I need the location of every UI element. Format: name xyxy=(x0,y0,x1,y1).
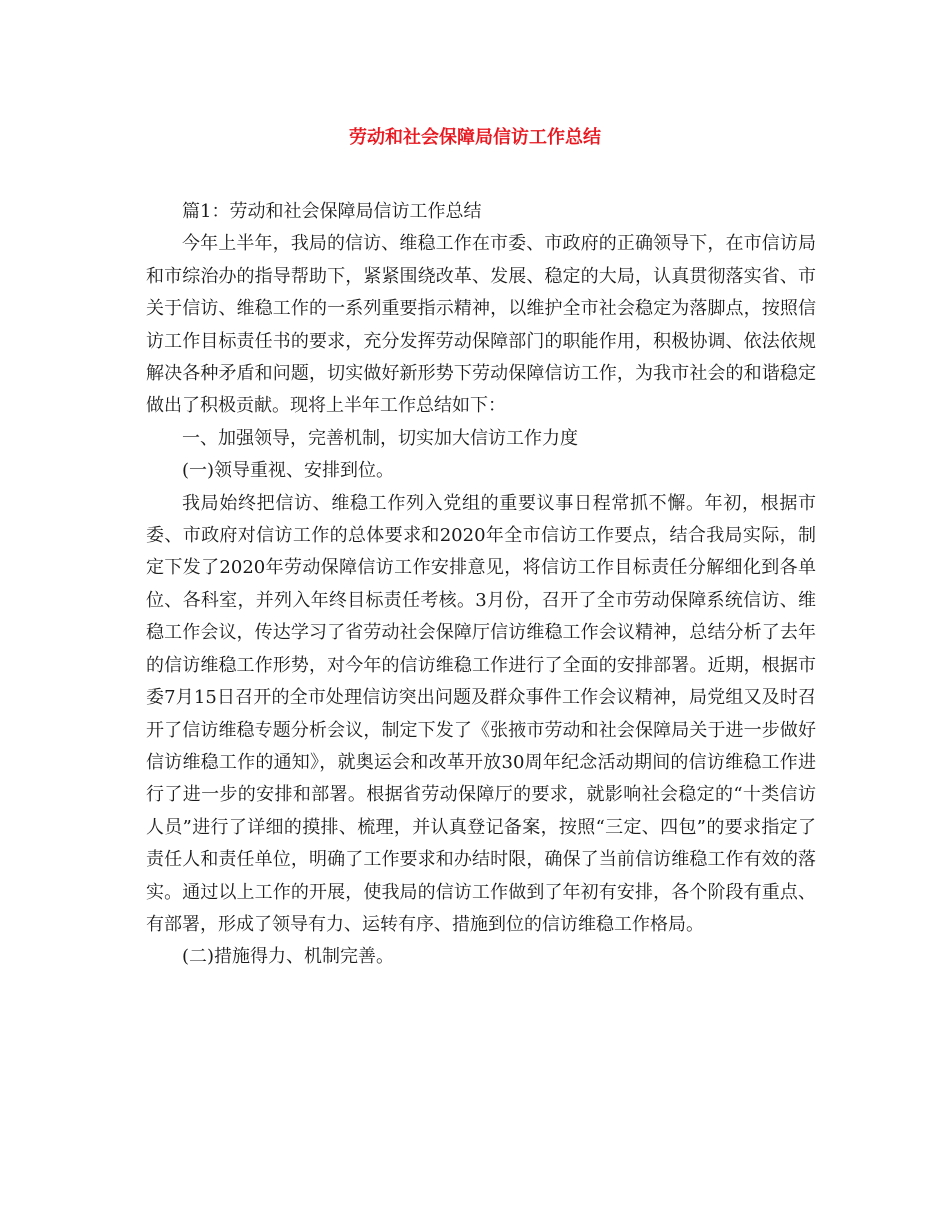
section-heading-one: 一、加强领导，完善机制，切实加大信访工作力度 xyxy=(182,427,578,449)
subsection-heading-2: (二)措施得力、机制完善。 xyxy=(182,946,395,968)
document-title: 劳动和社会保障局信访工作总结 xyxy=(349,127,601,148)
section-heading-part1: 篇1：劳动和社会保障局信访工作总结 xyxy=(182,201,482,222)
body-paragraph: 我局始终把信访、维稳工作列入党组的重要议事日程常抓不懈。年初，根据市委、市政府对信访工作的总体要求和2020年全市信访工作要点，结合我局实际，制定下发了2020年劳动保障信访工作安排意见，将信访工作目标责任分解细化到各单位、各科室，并列入年终目标责任考核。3月份，召开了全市劳动保障系统信访、维稳工作会议，传达学习了省劳动社会保障厅信访维稳工作会议精神，总结分析了去年的信访维稳工作形势，对今年的信访维稳工作进行了全面的安排部署。近期，根据市委7月15日召开的全市处理信访突出问题及群众事件工作会议精神，局党组又及时召开了信访维稳专题分析会议，制定下发了《张掖市劳动和社会保障局关于进一步做好信访维稳工作的通知》，就奥运会和改革开放30周年纪念活动期间的信访维稳工作进行了进一步的安排和部署。根据省劳动保障厅的要求，就影响社会稳定的“十类信访人员”进行了详细的摸排、梳理，并认真登记备案，按照“三定、四包”的要求指定了责任人和责任单位，明确了工作要求和办结时限，确保了当前信访维稳工作有效的落实。通过以上工作的开展，使我局的信访工作做到了年初有安排，各个阶段有重点、有部署，形成了领导有力、运转有序、措施到位的信访维稳工作格局。 xyxy=(146,492,816,935)
intro-paragraph: 今年上半年，我局的信访、维稳工作在市委、市政府的正确领导下，在市信访局和市综治办的指导帮助下，紧紧围绕改革、发展、稳定的大局，认真贯彻落实省、市关于信访、维稳工作的一系列重要指示精神，以维护全市社会稳定为落脚点，按照信访工作目标责任书的要求，充分发挥劳动保障部门的职能作用，积极协调、依法依规解决各种矛盾和问题，切实做好新形势下劳动保障信访工作，为我市社会的和谐稳定做出了积极贡献。现将上半年工作总结如下： xyxy=(146,233,816,417)
subsection-heading-1: (一)领导重视、安排到位。 xyxy=(182,460,395,482)
document-body xyxy=(146,196,816,974)
